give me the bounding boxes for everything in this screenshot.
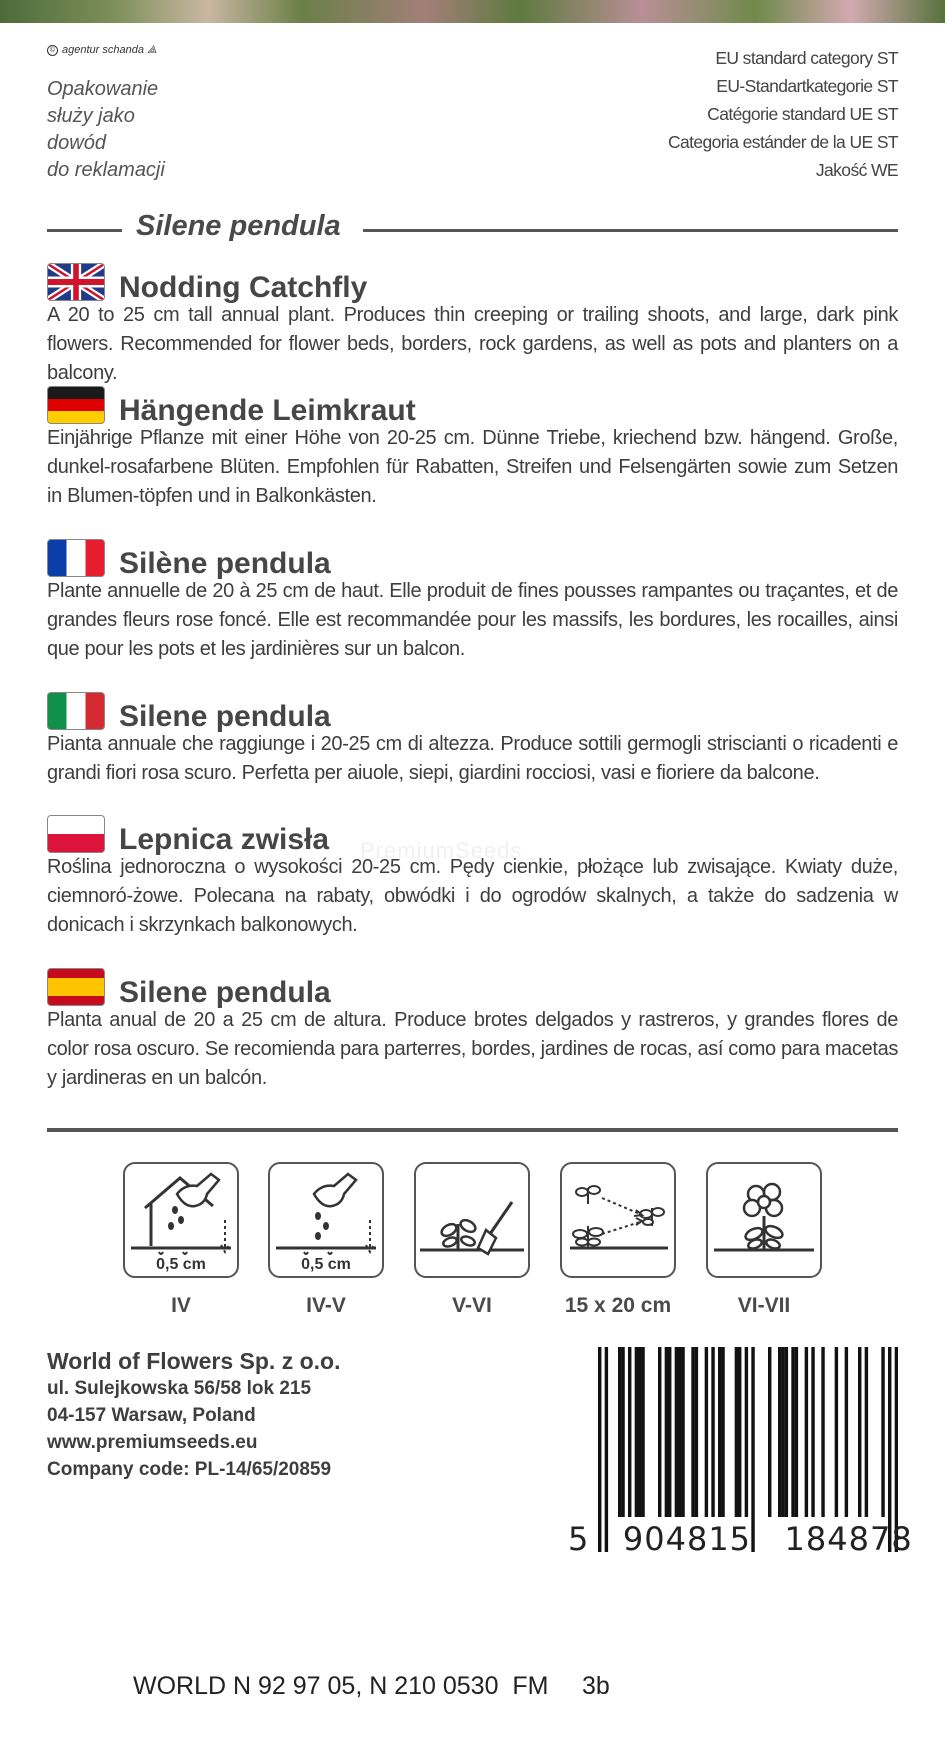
barcode-bar xyxy=(691,1347,694,1517)
species-title: Silene pendula xyxy=(136,210,341,242)
barcode-bar xyxy=(718,1347,721,1517)
barcode-bar xyxy=(858,1347,861,1517)
barcode-bar xyxy=(811,1347,814,1517)
barcode-bar xyxy=(638,1347,641,1517)
barcode-bar xyxy=(678,1347,681,1517)
barcode-bar xyxy=(835,1347,838,1517)
barcode-bar xyxy=(721,1347,724,1517)
barcode-bar xyxy=(881,1347,884,1517)
sowing-depth-label: 0,5 cm xyxy=(156,1256,206,1273)
section-italian xyxy=(47,692,898,788)
section-description: A 20 to 25 cm tall annual plant. Produces thin creeping or trailing shoots, and large, dark pink flowers. Recommended for flower beds, borders, rock gardens, as well as pots and planters on a balcony. xyxy=(47,304,898,384)
barcode-bar xyxy=(618,1347,621,1517)
company-code: Company code: PL-14/65/20859 xyxy=(47,1459,332,1480)
barcode-bar xyxy=(795,1347,798,1517)
barcode-bar xyxy=(711,1347,714,1517)
batch-code-suffix: 3b xyxy=(582,1672,610,1700)
species-title-row xyxy=(47,210,898,246)
company-website: www.premiumseeds.eu xyxy=(47,1432,258,1453)
transplanting-months: V-VI xyxy=(452,1294,492,1317)
section-french xyxy=(47,539,898,664)
copyright-icon: © xyxy=(47,45,58,56)
barcode-number: 5 904815 184878 xyxy=(568,1520,913,1558)
packaging-line: Opakowanie xyxy=(47,78,159,100)
section-german xyxy=(47,386,898,511)
company-street: ul. Sulejkowska 56/58 lok 215 xyxy=(47,1378,312,1399)
product-photo-strip xyxy=(0,0,945,23)
section-heading: Hängende Leimkraut xyxy=(119,394,416,427)
section-description: Einjährige Pflanze mit einer Höhe von 20-25 cm. Dünne Triebe, kriechend bzw. hängend. Große, dunkel-rosafarbene Blüten. Empfohlen für Rabatten, Streifen und Felsengärten sowie zum Setzen in Blumen-töpfen und in Balkonkästen. xyxy=(47,427,898,507)
spacing-icon xyxy=(560,1162,676,1278)
section-english xyxy=(47,263,898,388)
packaging-line: do reklamacji xyxy=(47,159,165,181)
italy-flag-icon xyxy=(47,692,105,730)
flowering-icon xyxy=(706,1162,822,1278)
sowing-outdoor-months: IV-V xyxy=(306,1294,346,1317)
section-description: Planta anual de 20 a 25 cm de altura. Produce brotes delgados y rastreros, y grandes flores de color rosa oscuro. Se recomienda para parterres, bordes, jardines de rocas, así como para macetas y jardineras en un balcón. xyxy=(47,1009,898,1089)
barcode-bar xyxy=(735,1347,738,1517)
barcode-bar xyxy=(821,1347,824,1517)
barcode-bar xyxy=(635,1347,638,1517)
company-address xyxy=(47,1348,340,1483)
barcode-bar xyxy=(791,1347,794,1517)
packaging-note xyxy=(47,76,165,184)
barcode-bar xyxy=(628,1347,631,1517)
barcode-bar xyxy=(781,1347,784,1517)
barcode-bar xyxy=(768,1347,771,1517)
section-heading: Silene pendula xyxy=(119,976,331,1009)
barcode-bar xyxy=(665,1347,668,1517)
barcode-bar xyxy=(675,1347,678,1517)
barcode-bar xyxy=(695,1347,698,1517)
barcode-bar xyxy=(705,1347,708,1517)
outdoor-sowing-icon xyxy=(268,1162,384,1278)
section-heading: Lepnica zwisła xyxy=(119,823,330,856)
standard-category: EU-Standartkategorie ST xyxy=(716,76,898,96)
agency-logo-icon: ⟁ xyxy=(147,44,157,56)
barcode-bar xyxy=(805,1347,808,1517)
spain-flag-icon xyxy=(47,968,105,1006)
barcode-bar xyxy=(621,1347,624,1517)
sowing-depth-label: 0,5 cm xyxy=(301,1256,351,1273)
barcode-bar xyxy=(745,1347,748,1517)
germany-flag-icon xyxy=(47,386,105,424)
transplanting-icon xyxy=(414,1162,530,1278)
packaging-line: służy jako xyxy=(47,105,135,127)
section-divider xyxy=(47,1128,898,1132)
france-flag-icon xyxy=(47,539,105,577)
barcode-bar xyxy=(845,1347,848,1517)
section-heading: Silène pendula xyxy=(119,547,331,580)
poland-flag-icon xyxy=(47,815,105,853)
barcode-bar xyxy=(778,1347,781,1517)
batch-code: WORLD N 92 97 05, N 210 0530 FM xyxy=(133,1672,549,1700)
standard-category: Catégorie standard UE ST xyxy=(707,104,898,124)
indoor-sowing-icon xyxy=(123,1162,239,1278)
copyright-text: agentur schanda xyxy=(62,44,144,56)
section-description: Pianta annuale che raggiunge i 20-25 cm di altezza. Produce sottili germogli striscianti o ricadenti e grandi fiori rosa scuro. Perfetta per aiuole, siepi, giardini rocciosi, vasi e fioriere da balcone. xyxy=(47,733,898,784)
section-spanish xyxy=(47,968,898,1093)
barcode-bar xyxy=(668,1347,671,1517)
sowing-indoor-months: IV xyxy=(171,1294,191,1317)
standard-category: EU standard category ST xyxy=(715,48,898,68)
section-polish xyxy=(47,815,898,940)
barcode-bar xyxy=(681,1347,684,1517)
section-heading: Silene pendula xyxy=(119,700,331,733)
barcode-bar xyxy=(738,1347,741,1517)
standard-category: Jakość WE xyxy=(815,160,898,180)
title-rule-left xyxy=(47,229,122,232)
company-name: World of Flowers Sp. z o.o. xyxy=(47,1348,341,1374)
barcode-bar xyxy=(658,1347,661,1517)
barcode-bar xyxy=(785,1347,788,1517)
plant-spacing: 15 x 20 cm xyxy=(564,1294,672,1317)
title-rule-right xyxy=(363,229,898,232)
standard-category: Categoria estánder de la UE ST xyxy=(667,132,898,152)
standard-category-list xyxy=(668,44,898,184)
section-heading: Nodding Catchfly xyxy=(119,271,368,304)
watermark-text: PremiumSeeds xyxy=(360,838,523,863)
uk-flag-icon xyxy=(47,263,105,301)
barcode-bar xyxy=(865,1347,868,1517)
section-description: Roślina jednoroczna o wysokości 20-25 cm. Pędy cienkie, płożące lub zwisające. Kwiaty duże, ciemnoró-żowe. Polecana na rabaty, obwódki i do ogrodów skalnych, a także do sadzenia w donicach i skrzynkach balkonowych. xyxy=(47,856,898,936)
packaging-line: dowód xyxy=(47,132,106,154)
barcode-bar xyxy=(641,1347,644,1517)
company-city: 04-157 Warsaw, Poland xyxy=(47,1405,256,1426)
copyright-note xyxy=(47,44,157,57)
flowering-months: VI-VII xyxy=(737,1294,791,1317)
section-description: Plante annuelle de 20 à 25 cm de haut. Elle produit de fines pousses rampantes ou traçantes, et de grandes fleurs rose foncé. Elle est recommandée pour les massifs, les bordures, les rocailles, ainsi que pour les pots et les jardinières sur un balcon. xyxy=(47,580,898,660)
